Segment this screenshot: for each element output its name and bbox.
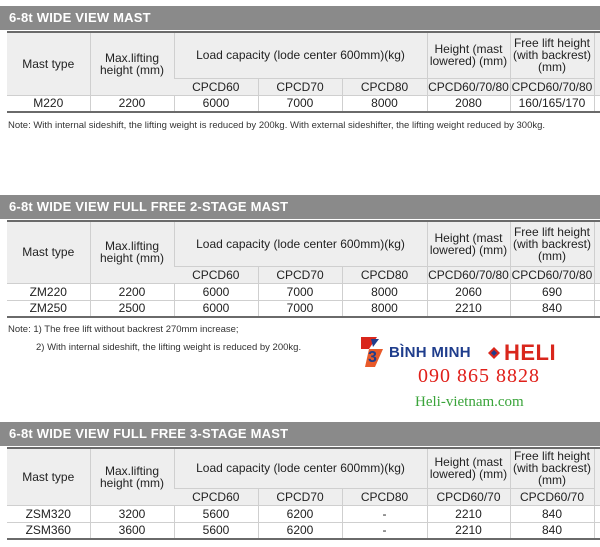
binh-minh-logo-icon (359, 335, 385, 369)
load-capacity-header: Load capacity (lode center 600mm)(kg) (174, 32, 427, 78)
table-cell: 6000 (174, 95, 258, 112)
max-lifting-height-header: Max.lifting height (mm) (90, 448, 174, 505)
model-subheader: CPCD60/70 (510, 488, 594, 505)
table-cell: 840 (510, 522, 594, 539)
table-cell: 8000 (342, 283, 427, 300)
mast-type-header: Mast type (7, 448, 90, 505)
table-cell: 6200 (258, 505, 342, 522)
spec-table-wide-view-mast (7, 31, 600, 113)
table-row (7, 522, 600, 539)
free-lift-height-header: Free lift height (with backrest) (mm) (510, 32, 594, 78)
model-subheader: CPCD60 (174, 78, 258, 95)
brand-name-text: BÌNH MINH (389, 344, 471, 361)
table-note: 2) With internal sideshift, the lifting weight is reduced by 200kg. (36, 342, 302, 353)
heli-brand-text: HELI (504, 340, 557, 365)
table-cell: 840 (510, 505, 594, 522)
table-cell: ZSM360 (7, 522, 90, 539)
website-url: Heli-vietnam.com (415, 394, 524, 410)
free-lift-height-header: Free lift height (with backrest) (mm) (510, 221, 594, 266)
table-header-row (7, 448, 600, 488)
table-cell: 7000 (258, 95, 342, 112)
table-cell: ZM220 (7, 283, 90, 300)
model-subheader: CPCD80 (342, 78, 427, 95)
model-subheader: CPCD60/70/80 (511, 267, 593, 282)
table-cell: 7000 (258, 300, 342, 317)
table-row (7, 505, 600, 522)
model-subheader: CPCD60/70/80 (428, 267, 509, 282)
section-title-2-stage-mast: 6-8t WIDE VIEW FULL FREE 2-STAGE MAST (0, 195, 600, 219)
table-cell: 690 (510, 283, 594, 300)
table-cell: 8000 (342, 95, 427, 112)
table-note: Note: 1) The free lift without backrest 270mm increase; (8, 324, 239, 335)
model-subheader: CPCD70 (258, 266, 342, 283)
clipped-column (594, 221, 600, 283)
table-cell (594, 95, 600, 112)
model-subheader: CPCD70 (258, 488, 342, 505)
model-subheader: CPCD60/70/80 (428, 79, 509, 94)
model-subheader: CPCD60 (174, 488, 258, 505)
table-cell: 3200 (90, 505, 174, 522)
table-row (7, 95, 600, 112)
height-mast-lowered-header: Height (mast lowered) (mm) (427, 32, 510, 78)
table-cell: 840 (510, 300, 594, 317)
table-cell: 2210 (427, 505, 510, 522)
table-cell: 6200 (258, 522, 342, 539)
height-mast-lowered-header: Height (mast lowered) (mm) (427, 221, 510, 266)
table-row (7, 300, 600, 317)
svg-text:3: 3 (368, 349, 377, 366)
phone-number: 090 865 8828 (418, 365, 540, 387)
table-cell (594, 300, 600, 317)
model-subheader: CPCD60/70/80 (511, 79, 593, 94)
spec-table-3-stage-mast (7, 447, 600, 540)
table-cell: 5600 (174, 522, 258, 539)
model-subheader: CPCD60/70 (427, 488, 510, 505)
mast-type-header: Mast type (7, 32, 90, 95)
table-cell: 5600 (174, 505, 258, 522)
table-cell: 3600 (90, 522, 174, 539)
table-note: Note: With internal sideshift, the lifting weight is reduced by 200kg. With external sideshifter, the lifting weight reduced by 300kg. (8, 120, 546, 131)
height-mast-lowered-header: Height (mast lowered) (mm) (427, 448, 510, 488)
table-cell: 2200 (90, 283, 174, 300)
table-cell (594, 283, 600, 300)
max-lifting-height-header: Max.lifting height (mm) (90, 221, 174, 283)
table-cell: 2200 (90, 95, 174, 112)
section-title-wide-view-mast: 6-8t WIDE VIEW MAST (0, 6, 600, 30)
model-subheader: CPCD80 (342, 488, 427, 505)
table-row (7, 283, 600, 300)
model-subheader: CPCD70 (258, 78, 342, 95)
table-cell: 6000 (174, 300, 258, 317)
model-subheader: CPCD80 (342, 266, 427, 283)
table-cell: 2210 (427, 300, 510, 317)
table-cell: - (342, 505, 427, 522)
table-cell: - (342, 522, 427, 539)
section-title-3-stage-mast: 6-8t WIDE VIEW FULL FREE 3-STAGE MAST (0, 422, 600, 446)
load-capacity-header: Load capacity (lode center 600mm)(kg) (174, 448, 427, 488)
table-cell: 8000 (342, 300, 427, 317)
table-cell (594, 522, 600, 539)
table-cell: ZM250 (7, 300, 90, 317)
table-cell: 6000 (174, 283, 258, 300)
table-cell: 2060 (427, 283, 510, 300)
clipped-column (594, 32, 600, 95)
table-cell: 7000 (258, 283, 342, 300)
table-header-row (7, 32, 600, 78)
table-cell: 2500 (90, 300, 174, 317)
table-cell: M220 (7, 95, 90, 112)
model-subheader: CPCD60 (174, 266, 258, 283)
free-lift-height-header: Free lift height (with backrest) (mm) (510, 448, 594, 488)
binh-minh-heli-watermark (359, 333, 599, 413)
table-cell: 2210 (427, 522, 510, 539)
table-header-row (7, 221, 600, 266)
max-lifting-height-header: Max.lifting height (mm) (90, 32, 174, 95)
clipped-column (594, 448, 600, 505)
table-cell: 160/165/170 (510, 95, 594, 112)
mast-type-header: Mast type (7, 221, 90, 283)
table-cell (594, 505, 600, 522)
diamond-icon (488, 347, 500, 359)
table-cell: 2080 (427, 95, 510, 112)
table-cell: ZSM320 (7, 505, 90, 522)
spec-table-2-stage-mast (7, 220, 600, 318)
load-capacity-header: Load capacity (lode center 600mm)(kg) (174, 221, 427, 266)
